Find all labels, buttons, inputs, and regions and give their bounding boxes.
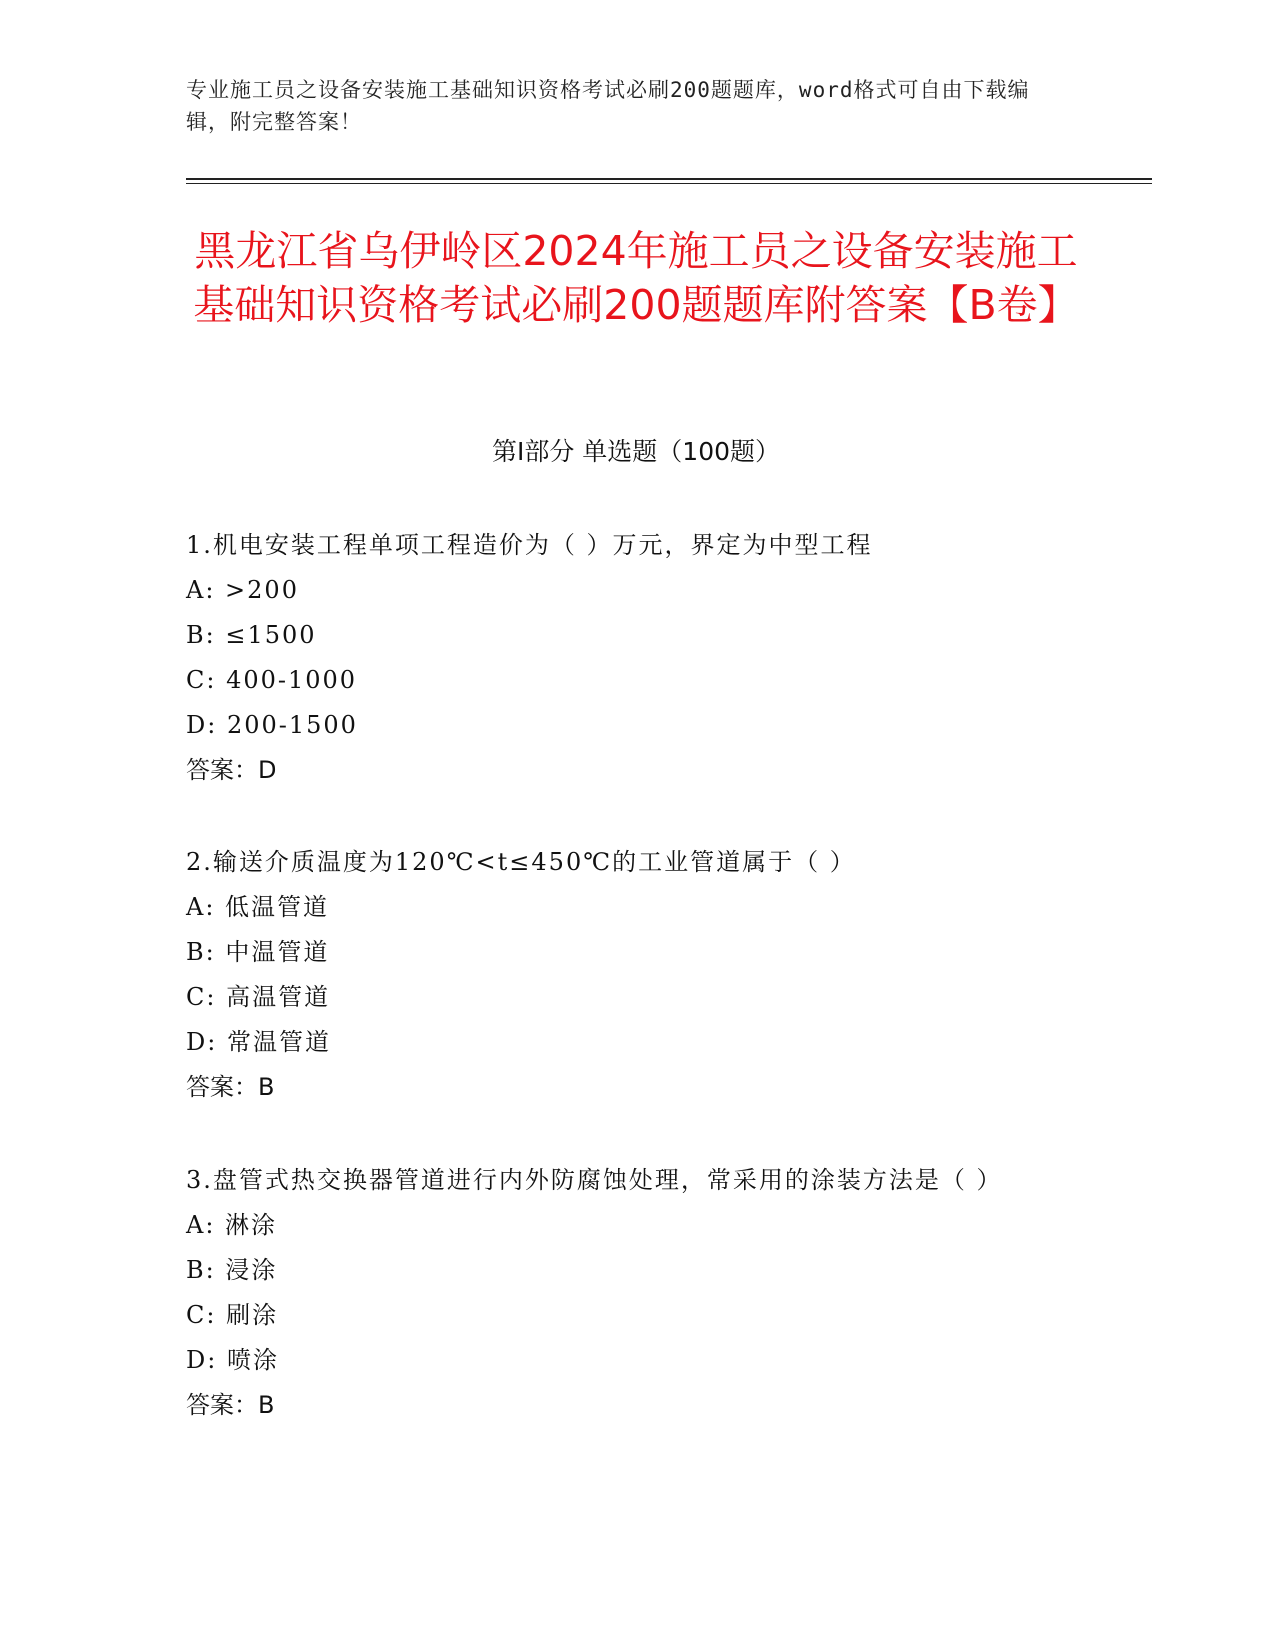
option-a: A: >200 <box>186 576 299 604</box>
header-note: 专业施工员之设备安装施工基础知识资格考试必刷200题题库，word格式可自由下载编辑，附完整答案！ <box>186 78 1030 134</box>
option-b: B: 中温管道 <box>186 938 330 966</box>
option-c: C: 刷涂 <box>186 1301 279 1329</box>
question-1 <box>186 523 1086 793</box>
question-stem: 1.机电安装工程单项工程造价为（ ）万元，界定为中型工程 <box>186 531 873 559</box>
answer: 答案：B <box>186 1391 275 1419</box>
option-b: B: 浸涂 <box>186 1256 278 1284</box>
option-a: A: 低温管道 <box>186 893 330 921</box>
option-c: C: 400-1000 <box>186 666 358 694</box>
document-title: 黑龙江省乌伊岭区2024年施工员之设备安装施工基础知识资格考试必刷200题题库附答案【B卷】 <box>193 227 1079 329</box>
option-a: A: 淋涂 <box>186 1211 278 1239</box>
option-d: D: 200-1500 <box>186 711 358 739</box>
question-3 <box>186 1158 1086 1428</box>
header-divider-thin <box>186 183 1152 184</box>
question-2 <box>186 840 1086 1110</box>
header-divider-thick <box>186 178 1152 180</box>
option-d: D: 喷涂 <box>186 1346 279 1374</box>
option-c: C: 高温管道 <box>186 983 331 1011</box>
option-d: D: 常温管道 <box>186 1028 331 1056</box>
option-b: B: ≤1500 <box>186 621 317 649</box>
section-heading: 第Ⅰ部分 单选题（100题） <box>491 437 781 466</box>
answer: 答案：D <box>186 756 277 784</box>
question-stem: 2.输送介质温度为120℃<t≤450℃的工业管道属于（ ） <box>186 848 856 876</box>
question-stem: 3.盘管式热交换器管道进行内外防腐蚀处理，常采用的涂装方法是（ ） <box>186 1166 1003 1194</box>
answer: 答案：B <box>186 1073 275 1101</box>
